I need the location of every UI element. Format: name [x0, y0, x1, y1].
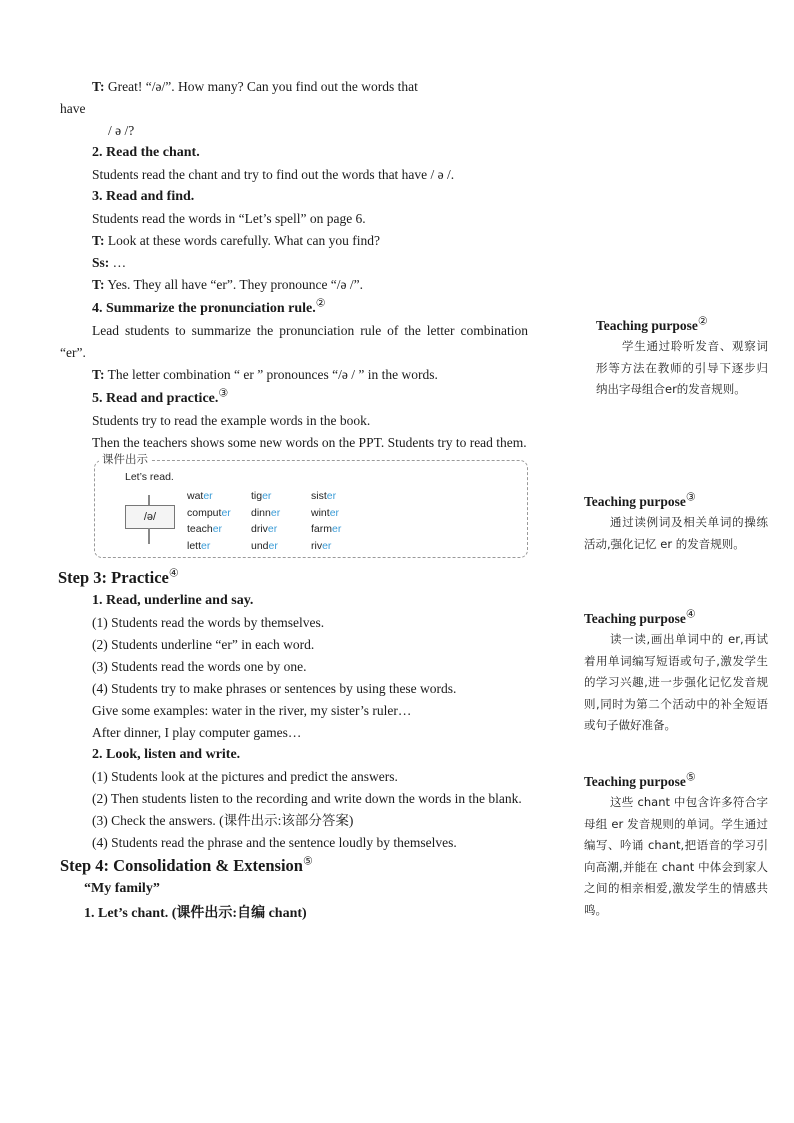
phoneme-question: / ə /? — [108, 123, 135, 138]
word-column — [251, 488, 280, 554]
list-item: (3) Students read the words one by one. — [92, 659, 307, 674]
step-heading: Step 3: Practice — [58, 568, 169, 587]
activity-heading: 2. Look, listen and write. — [92, 747, 241, 762]
list-item: (1) Students look at the pictures and predict the answers. — [92, 769, 398, 784]
speaker-label: T: — [92, 277, 105, 292]
lesson-body — [60, 76, 528, 925]
footnote-mark: ③ — [218, 387, 229, 400]
example-word: teacher — [187, 523, 223, 535]
line-text: Yes. They all have “er”. They pronounce “/ə /”. — [104, 277, 364, 292]
example-word: tiger — [251, 490, 272, 502]
line-text: Look at these words carefully. What can you find? — [104, 233, 381, 248]
teaching-purpose-note — [584, 772, 768, 921]
activity-heading: 1. Let’s chant. — [84, 906, 169, 921]
example-word: driver — [251, 523, 278, 535]
activity-heading: 1. Read, underline and say. — [92, 593, 254, 608]
activity-heading: 2. Read the chant. — [92, 145, 200, 160]
courseware-title: Let’s read. — [125, 471, 174, 483]
activity-text: Then the teachers shows some new words on the PPT. Students try to read them. — [92, 435, 527, 450]
activity-text: Students read the words in “Let’s spell” on page 6. — [92, 211, 366, 226]
line-text: The letter combination “ er ” pronounces “/ə / ” in the words. — [104, 367, 438, 382]
list-item: (4) Students read the phrase and the sentence loudly by themselves. — [92, 835, 457, 850]
activity-heading: 5. Read and practice. — [92, 391, 219, 406]
activity-heading: 4. Summarize the pronunciation rule. — [92, 301, 316, 316]
teaching-purpose-note — [584, 316, 768, 401]
example-word: river — [311, 539, 332, 552]
topic-title: “My family” — [84, 881, 160, 896]
note-text: 读一读,画出单词中的 er,再试着用单词编写短语或句子,激发学生的学习兴趣,进一步强化记忆发音规则,同时为第二个活动中的补全短语或句子做好准备。 — [584, 632, 768, 732]
footnote-mark: ⑤ — [302, 855, 313, 868]
teaching-purpose-note — [584, 492, 768, 555]
note-heading: Teaching purpose — [596, 318, 698, 333]
activity-text: Lead students to summarize the pronunciation rule of the letter combination “er”. — [60, 323, 528, 360]
activity-heading: 3. Read and find. — [92, 189, 195, 204]
footnote-mark: ④ — [685, 608, 696, 621]
phoneme-sign: /ə/ — [125, 505, 175, 529]
word-column — [187, 488, 231, 554]
note-heading: Teaching purpose — [584, 774, 686, 789]
list-item: Give some examples: water in the river, my sister’s ruler… — [92, 703, 412, 718]
activity-text: Students read the chant and try to find out the words that have / ə /. — [92, 167, 455, 182]
note-heading: Teaching purpose — [584, 494, 686, 509]
line-text: … — [109, 255, 127, 270]
note-text: 通过读例词及相关单词的操练活动,强化记忆 er 的发音规则。 — [584, 515, 768, 551]
signpost-pole — [148, 528, 150, 544]
courseware-panel — [94, 454, 528, 558]
example-word: under — [251, 539, 278, 552]
list-item: (4) Students try to make phrases or sentences by using these words. — [92, 681, 457, 696]
list-item: (2) Students underline “er” in each word. — [92, 637, 315, 652]
activity-text: Students try to read the example words in the book. — [92, 413, 371, 428]
note-text: 这些 chant 中包含许多符合字母组 er 发音规则的单词。学生通过编写、吟诵 chant,把语音的学习引向高潮,并能在 chant 中体会到家人之间的相亲相爱,激发学生的情感共鸣。 — [584, 795, 768, 917]
list-item: After dinner, I play computer games… — [92, 725, 302, 740]
example-word: winter — [311, 506, 340, 519]
courseware-label: 课件出示 — [99, 452, 151, 468]
teacher-line — [60, 76, 528, 98]
step-heading: Step 4: Consolidation & Extension — [60, 856, 303, 875]
example-word: water — [187, 490, 213, 502]
example-word: computer — [187, 506, 231, 519]
speaker-label: T: — [92, 233, 105, 248]
speaker-label: T: — [92, 79, 105, 94]
footnote-mark: ③ — [685, 491, 696, 504]
speaker-label: T: — [92, 367, 105, 382]
example-word: dinner — [251, 506, 281, 519]
footnote-mark: ⑤ — [685, 771, 696, 784]
example-word: farmer — [311, 523, 342, 535]
example-word: sister — [311, 490, 337, 502]
word-column — [311, 488, 341, 554]
speaker-label: Ss: — [92, 255, 110, 270]
list-item: (1) Students read the words by themselves. — [92, 615, 325, 630]
note-heading: Teaching purpose — [584, 611, 686, 626]
line-text: Great! “/ə/”. How many? Can you find out the words that — [104, 79, 418, 94]
footnote-mark: ② — [315, 297, 326, 310]
list-item: (3) Check the answers. (课件出示:该部分答案) — [92, 813, 354, 828]
line-wrap: have — [60, 101, 86, 116]
courseware-note: (课件出示:自编 chant) — [168, 906, 307, 921]
list-item: (2) Then students listen to the recording and write down the words in the blank. — [92, 791, 522, 806]
footnote-mark: ④ — [168, 567, 179, 580]
teaching-purpose-note — [584, 609, 768, 737]
signpost-pole — [148, 495, 150, 505]
footnote-mark: ② — [697, 315, 708, 328]
example-word: letter — [187, 539, 211, 552]
note-text: 学生通过聆听发音、观察词形等方法在教师的引导下逐步归纳出字母组合er的发音规则。 — [596, 339, 768, 396]
